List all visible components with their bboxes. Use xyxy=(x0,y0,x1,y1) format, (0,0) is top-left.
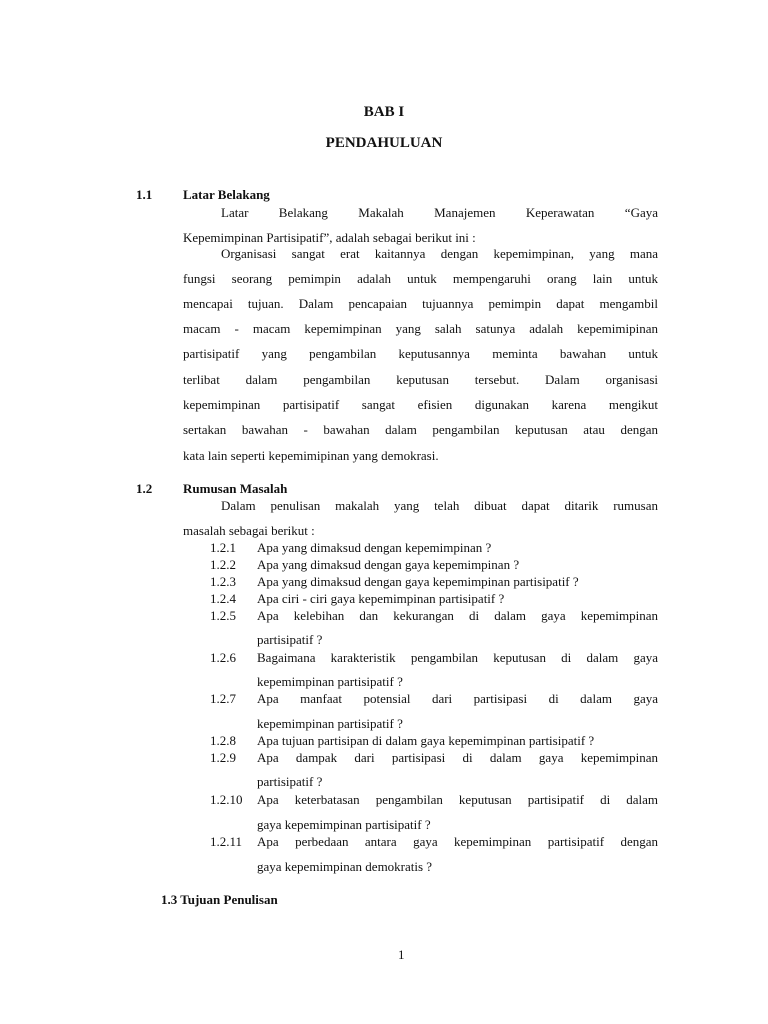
section-1-1-p2-line: terlibat dalam pengambilan keputusan tersebut. Dalam organisasi xyxy=(183,372,658,387)
list-item-number: 1.2.11 xyxy=(210,834,243,849)
section-1-2-number: 1.2 xyxy=(136,481,153,496)
list-item-text: Apa dampak dari partisipasi di dalam gaya kepemimpinan xyxy=(257,750,658,765)
section-1-2-intro-line: masalah sebagai berikut : xyxy=(183,523,315,538)
list-item-text: Apa keterbatasan pengambilan keputusan partisipatif di dalam xyxy=(257,792,658,807)
section-1-2-title: Rumusan Masalah xyxy=(183,481,288,496)
section-1-1-p2-line: Organisasi sangat erat kaitannya dengan kepemimpinan, yang mana xyxy=(221,246,658,261)
section-1-1-p1-line: Kepemimpinan Partisipatif”, adalah sebagai berikut ini : xyxy=(183,230,476,245)
section-1-1-title: Latar Belakang xyxy=(183,187,270,202)
list-item-number: 1.2.7 xyxy=(210,691,236,706)
list-item-text: Apa tujuan partisipan di dalam gaya kepemimpinan partisipatif ? xyxy=(257,733,595,748)
list-item-text: gaya kepemimpinan partisipatif ? xyxy=(257,817,431,832)
list-item-text: Apa yang dimaksud dengan kepemimpinan ? xyxy=(257,540,492,555)
list-item-number: 1.2.8 xyxy=(210,733,236,748)
list-item-text: Apa manfaat potensial dari partisipasi di dalam gaya xyxy=(257,691,658,706)
list-item-text: kepemimpinan partisipatif ? xyxy=(257,716,403,731)
section-1-1-number: 1.1 xyxy=(136,187,153,202)
list-item-text: Apa yang dimaksud dengan gaya kepemimpinan ? xyxy=(257,557,520,572)
list-item-number: 1.2.3 xyxy=(210,574,236,589)
section-1-1-p2-line: fungsi seorang pemimpin adalah untuk mempengaruhi orang lain untuk xyxy=(183,271,658,286)
list-item-text: kepemimpinan partisipatif ? xyxy=(257,674,403,689)
list-item-number: 1.2.2 xyxy=(210,557,236,572)
section-1-1-p2-line: sertakan bawahan - bawahan dalam pengambilan keputusan atau dengan xyxy=(183,422,658,437)
section-1-1-p1-line: Latar Belakang Makalah Manajemen Keperawatan “Gaya xyxy=(221,205,658,220)
section-1-1-p2-line: macam - macam kepemimpinan yang salah satunya adalah kepemimipinan xyxy=(183,321,658,336)
section-1-1-p2-line: kata lain seperti kepemimipinan yang demokrasi. xyxy=(183,448,439,463)
list-item-text: gaya kepemimpinan demokratis ? xyxy=(257,859,433,874)
list-item-number: 1.2.6 xyxy=(210,650,236,665)
list-item-text: partisipatif ? xyxy=(257,632,323,647)
section-1-1-p2-line: mencapai tujuan. Dalam pencapaian tujuannya pemimpin dapat mengambil xyxy=(183,296,658,311)
chapter-number: BAB I xyxy=(363,104,405,120)
list-item-number: 1.2.10 xyxy=(210,792,243,807)
list-item-number: 1.2.4 xyxy=(210,591,236,606)
list-item-text: Bagaimana karakteristik pengambilan keputusan di dalam gaya xyxy=(257,650,658,665)
list-item-text: partisipatif ? xyxy=(257,774,323,789)
section-1-1-p2-line: partisipatif yang pengambilan keputusannya meminta bawahan untuk xyxy=(183,346,658,361)
list-item-text: Apa kelebihan dan kekurangan di dalam gaya kepemimpinan xyxy=(257,608,658,623)
section-1-1-p2-line: kepemimpinan partisipatif sangat efisien digunakan karena mengikut xyxy=(183,397,658,412)
list-item-number: 1.2.9 xyxy=(210,750,236,765)
list-item-number: 1.2.5 xyxy=(210,608,236,623)
list-item-text: Apa ciri - ciri gaya kepemimpinan partisipatif ? xyxy=(257,591,505,606)
section-1-3-title: 1.3 Tujuan Penulisan xyxy=(161,892,278,907)
chapter-title: PENDAHULUAN xyxy=(325,135,443,151)
list-item-text: Apa yang dimaksud dengan gaya kepemimpinan partisipatif ? xyxy=(257,574,579,589)
page-number: 1 xyxy=(398,947,405,962)
list-item-number: 1.2.1 xyxy=(210,540,236,555)
section-1-2-intro-line: Dalam penulisan makalah yang telah dibuat dapat ditarik rumusan xyxy=(221,498,658,513)
list-item-text: Apa perbedaan antara gaya kepemimpinan partisipatif dengan xyxy=(257,834,658,849)
